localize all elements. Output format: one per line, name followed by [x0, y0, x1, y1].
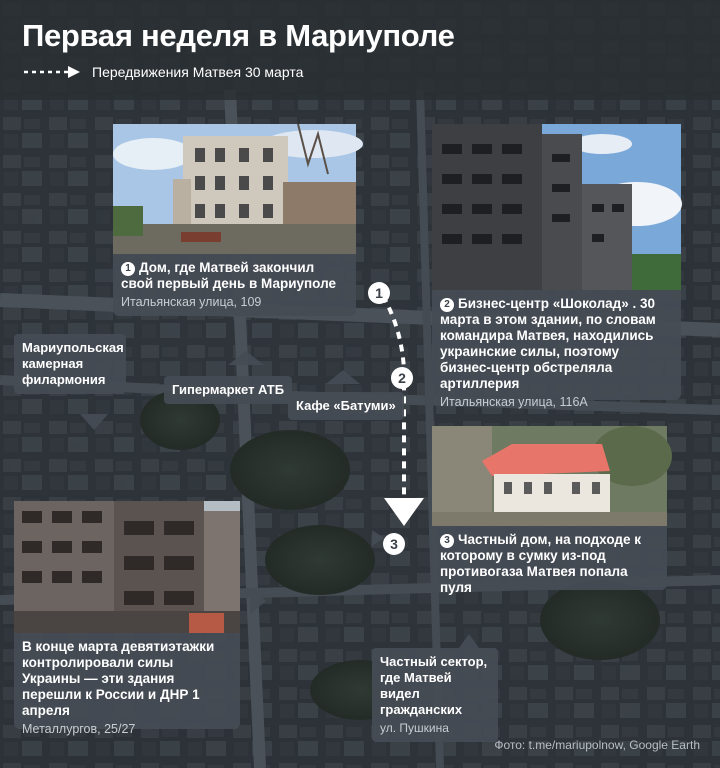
private-house-photo	[432, 426, 667, 526]
private-sector-address: ул. Пушкина	[380, 721, 449, 735]
svg-text:3: 3	[390, 536, 398, 552]
route-marker-1	[366, 280, 392, 306]
card-nine-storey	[14, 501, 240, 736]
card-private-house-text: Частный дом, на подходе к которому в сумку из-под противогаза Матвея попала пуля	[440, 532, 642, 595]
number-badge: 1	[121, 262, 135, 276]
number-badge: 3	[440, 534, 454, 548]
card-house	[113, 124, 356, 316]
card-business-address: Итальянская улица, 116А	[440, 395, 588, 409]
card-house-address: Итальянская улица, 109	[121, 295, 262, 309]
house-photo	[113, 124, 356, 254]
business-center-photo	[432, 124, 681, 290]
label-private-sector	[372, 648, 498, 742]
card-business-text: Бизнес-центр «Шоколад» . 30 марта в этом здании, по словам командира Матвея, находились украинские силы, поэтому бизнес-центр обстреляла артиллерия	[440, 296, 656, 391]
card-nine-storey-text: В конце марта девятиэтажки контролировали силы Украины — эти здания перешли к России и ДНР 1 апреля	[22, 639, 215, 718]
card-nine-storey-address: Металлургов, 25/27	[22, 722, 136, 736]
label-atb: Гипермаркет АТБ	[164, 376, 292, 404]
legend-label: Передвижения Матвея 30 марта	[92, 64, 304, 80]
route-marker-2	[389, 365, 415, 391]
label-cafe-batumi: Кафе «Батуми»	[288, 392, 404, 420]
route-marker-3	[381, 531, 407, 557]
svg-text:1: 1	[375, 285, 383, 301]
route-arrowhead	[384, 498, 424, 526]
label-philharmonic: Мариупольская камерная филармония	[14, 334, 126, 394]
number-badge: 2	[440, 298, 454, 312]
svg-text:2: 2	[398, 370, 406, 386]
nine-storey-photo	[14, 501, 240, 633]
card-house-text: Дом, где Матвей закончил свой первый день в Мариуполе	[121, 260, 336, 291]
private-sector-text: Частный сектор, где Матвей видел гражданских	[380, 654, 488, 717]
page-title: Первая неделя в Мариуполе	[22, 18, 455, 53]
photo-credit: Фото: t.me/mariupolnow, Google Earth	[494, 738, 700, 752]
card-private-house	[432, 426, 667, 595]
card-business-center	[432, 124, 681, 409]
